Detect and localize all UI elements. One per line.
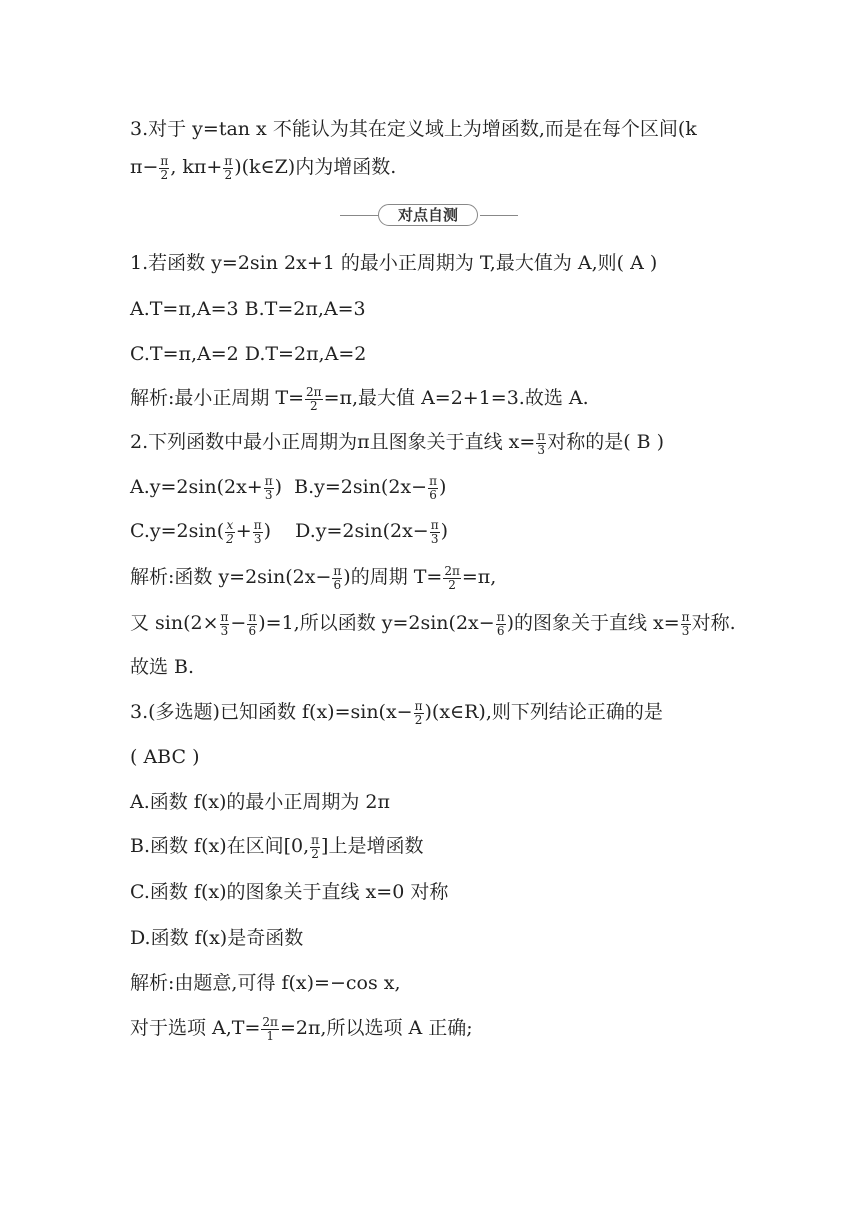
q3-option-a: A.函数 f(x)的最小正周期为 2π: [130, 791, 390, 813]
q3-stem-b: )(x∈R),则下列结论正确的是: [424, 701, 663, 723]
section-header: [340, 203, 518, 229]
frac-num: 2π: [262, 1014, 278, 1029]
frac-den: 2: [226, 531, 234, 546]
q2-sol1-b: )的周期 T=: [343, 566, 443, 588]
fraction-pi-over-2: [159, 155, 169, 182]
frac-num: π: [333, 563, 342, 578]
q2-sol2-b: −: [230, 612, 247, 634]
fraction-pi-over-6: [332, 565, 342, 592]
fraction-pi-over-3: [536, 430, 546, 457]
frac-num: π: [160, 153, 169, 168]
frac-num: π: [248, 609, 257, 624]
q3-option-b: [130, 831, 423, 861]
q2-sol1-c: =π,: [461, 566, 497, 588]
q3-option-c: C.函数 f(x)的图象关于直线 x=0 对称: [130, 881, 449, 903]
frac-num: x: [226, 517, 234, 532]
frac-den: 3: [681, 623, 690, 638]
fraction-pi-over-3: [220, 611, 230, 638]
q2-solution-3: 故选 B.: [130, 656, 195, 678]
header-rule-right: [480, 215, 518, 216]
q2-optD-b: ): [440, 520, 449, 542]
header-rule-left: [340, 215, 378, 216]
frac-den: 2: [448, 577, 456, 592]
q3-sol2-b: =2π,所以选项 A 正确;: [279, 1017, 473, 1039]
frac-num: π: [537, 428, 546, 443]
q3-solution-2: [130, 1013, 473, 1043]
fraction-2pi-over-2: [305, 386, 323, 413]
q3-optB-a: B.函数 f(x)在区间[0,: [130, 835, 310, 857]
q2-optB-b: ): [438, 476, 447, 498]
q3-stem: [130, 697, 663, 727]
fraction-pi-over-3: [681, 611, 691, 638]
q1-stem: 1.若函数 y=2sin 2x+1 的最小正周期为 T,最大值为 A,则( A ): [130, 252, 658, 274]
q2-optB-a: B.y=2sin(2x−: [294, 476, 428, 498]
frac-num: π: [430, 517, 439, 532]
frac-den: 6: [248, 623, 257, 638]
frac-num: 2π: [444, 563, 460, 578]
fraction-x-over-2: [225, 519, 235, 546]
intro-text-2b: , kπ+: [170, 156, 223, 178]
q2-sol2-a: 又 sin(2×: [130, 612, 219, 634]
frac-den: 6: [496, 623, 505, 638]
q3-answer: ( ABC ): [130, 746, 200, 768]
intro-text-2c: )(k∈Z)内为增函数.: [234, 156, 397, 178]
intro-line-2: [130, 152, 396, 182]
q2-options-ab: [130, 472, 446, 502]
frac-den: 6: [429, 487, 437, 502]
q2-options-cd: [130, 516, 448, 546]
frac-num: π: [681, 609, 690, 624]
frac-num: π: [429, 473, 437, 488]
frac-num: π: [264, 473, 273, 488]
q2-optA-b: ): [274, 476, 283, 498]
intro-line-1: [130, 114, 697, 144]
fraction-pi-over-6: [247, 611, 257, 638]
frac-den: 3: [220, 623, 229, 638]
q2-solution-2: [130, 608, 736, 638]
fraction-pi-over-3: [253, 519, 263, 546]
intro-text-1: 3.对于 y=tan x 不能认为其在定义域上为增函数,而是在每个区间(k: [130, 118, 697, 140]
q2-sol2-e: 对称.: [691, 612, 736, 634]
q1-options-ab: A.T=π,A=3 B.T=2π,A=3: [130, 298, 366, 320]
q1-solution: [130, 383, 589, 413]
fraction-pi-over-6: [496, 611, 506, 638]
fraction-pi-over-3: [264, 475, 274, 502]
frac-den: 2: [311, 846, 319, 861]
frac-den: 2: [160, 167, 169, 182]
q3-optB-b: ]上是增函数: [321, 835, 424, 857]
frac-den: 3: [430, 531, 439, 546]
frac-num: π: [311, 832, 320, 847]
fraction-pi-over-2: [223, 155, 233, 182]
frac-num: π: [224, 153, 233, 168]
q3-sol2-a: 对于选项 A,T=: [130, 1017, 261, 1039]
section-title: 对点自测: [378, 204, 478, 226]
q2-solution-1: [130, 562, 496, 592]
frac-den: 3: [253, 531, 262, 546]
q1-sol-a: 解析:最小正周期 T=: [130, 387, 305, 409]
frac-den: 3: [537, 442, 546, 457]
q2-optD-a: D.y=2sin(2x−: [295, 520, 429, 542]
q2-sol1-a: 解析:函数 y=2sin(2x−: [130, 566, 332, 588]
q3-option-d: D.函数 f(x)是奇函数: [130, 927, 304, 949]
q2-sol2-d: )的图象关于直线 x=: [506, 612, 680, 634]
q2-optC-a: C.y=2sin(: [130, 520, 225, 542]
q2-stem-a: 2.下列函数中最小正周期为π且图象关于直线 x=: [130, 431, 536, 453]
frac-den: 6: [333, 577, 342, 592]
q2-sol2-c: )=1,所以函数 y=2sin(2x−: [258, 612, 495, 634]
q3-solution-1: 解析:由题意,可得 f(x)=−cos x,: [130, 972, 401, 994]
frac-num: π: [414, 698, 423, 713]
frac-den: 2: [224, 167, 233, 182]
frac-den: 3: [264, 487, 273, 502]
q1-sol-b: =π,最大值 A=2+1=3.故选 A.: [323, 387, 589, 409]
q2-optC-b: +: [235, 520, 252, 542]
q2-optA-a: A.y=2sin(2x+: [130, 476, 263, 498]
fraction-2pi-over-1: [261, 1016, 279, 1043]
frac-den: 2: [414, 712, 423, 727]
q3-stem-a: 3.(多选题)已知函数 f(x)=sin(x−: [130, 701, 413, 723]
frac-den: 2: [309, 398, 318, 413]
frac-num: 2π: [306, 384, 322, 399]
q2-stem: [130, 427, 664, 457]
q2-optC-c: ): [263, 520, 271, 542]
fraction-pi-over-6: [428, 475, 438, 502]
intro-text-2a: π−: [130, 156, 159, 178]
fraction-2pi-over-2: [443, 565, 461, 592]
frac-num: π: [220, 609, 229, 624]
q1-options-cd: C.T=π,A=2 D.T=2π,A=2: [130, 343, 367, 365]
q2-stem-b: 对称的是( B ): [547, 431, 665, 453]
fraction-pi-over-2: [310, 834, 320, 861]
fraction-pi-over-3: [430, 519, 440, 546]
fraction-pi-over-2: [414, 700, 424, 727]
frac-den: 1: [266, 1028, 274, 1043]
frac-num: π: [496, 609, 505, 624]
frac-num: π: [253, 517, 262, 532]
